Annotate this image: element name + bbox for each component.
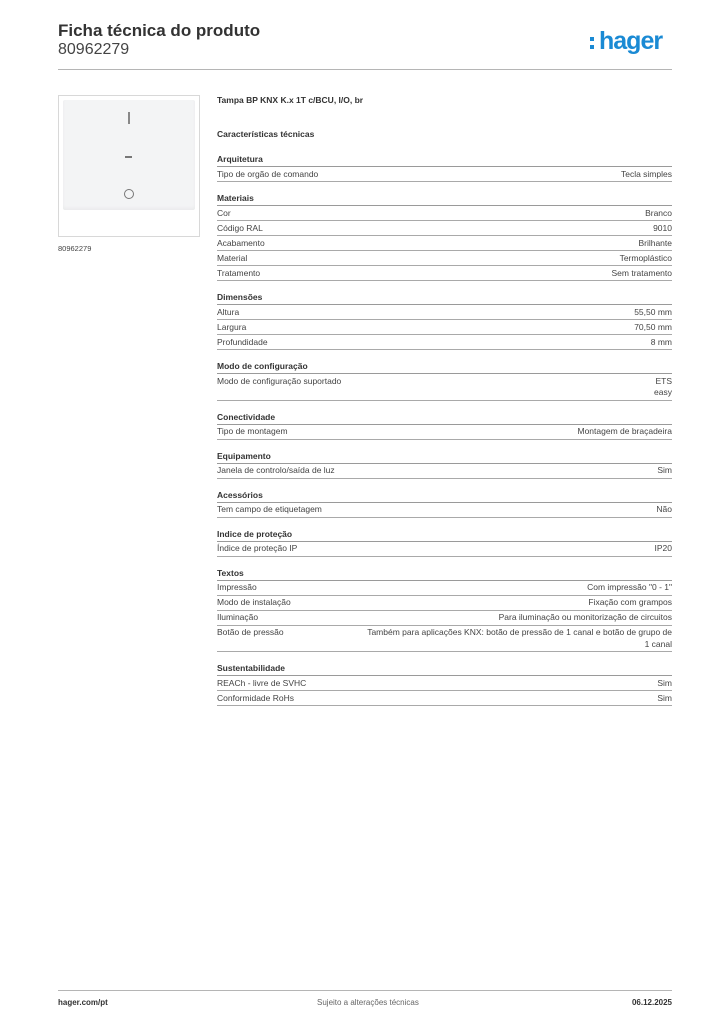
spec-value: Brilhante — [638, 237, 672, 248]
spec-value: 55,50 mm — [634, 306, 672, 317]
spec-section — [217, 360, 672, 401]
spec-row — [217, 251, 672, 266]
spec-section — [217, 528, 672, 557]
spec-row — [217, 581, 672, 596]
spec-label: Cor — [217, 207, 231, 218]
section-title: Acessórios — [217, 489, 672, 503]
spec-row — [217, 611, 672, 626]
spec-value: Também para aplicações KNX: botão de pressão de 1 canal e botão de grupo de 1 canal — [367, 627, 672, 649]
section-title: Dimensões — [217, 291, 672, 305]
spec-section — [217, 153, 672, 182]
spec-value: ETS easy — [654, 375, 672, 397]
logo-dot-icon — [590, 45, 594, 49]
section-title: Textos — [217, 567, 672, 581]
spec-label: Material — [217, 252, 248, 263]
spec-label: Altura — [217, 306, 240, 317]
spec-value: IP20 — [654, 543, 672, 553]
spec-value: 70,50 mm — [634, 321, 672, 332]
spec-label: Tratamento — [217, 267, 261, 278]
spec-value: Sim — [657, 677, 672, 688]
spec-value: Para iluminação ou monitorização de circuitos — [498, 612, 672, 622]
section-title: Conectividade — [217, 411, 672, 425]
spec-row — [217, 691, 672, 706]
spec-value: Sim — [657, 692, 672, 703]
footer-divider — [58, 990, 672, 991]
spec-section — [217, 567, 672, 653]
footer-notice: Sujeito a alterações técnicas — [317, 998, 419, 1007]
image-caption: 80962279 — [58, 244, 92, 253]
spec-row — [217, 626, 672, 653]
hager-logo — [590, 28, 674, 56]
spec-row — [217, 236, 672, 251]
footer-date: 06.12.2025 — [631, 998, 672, 1007]
spec-label: Modo de configuração suportado — [217, 375, 342, 386]
spec-row — [217, 374, 672, 401]
spec-value: Tecla simples — [620, 168, 672, 179]
spec-label: Impressão — [217, 582, 257, 592]
product-image — [58, 95, 200, 237]
spec-label: Código RAL — [217, 222, 263, 233]
section-title: Indice de proteção — [217, 528, 672, 542]
spec-value: Termoplástico — [619, 252, 672, 263]
spec-value: Sem tratamento — [611, 267, 672, 278]
spec-section — [217, 662, 672, 706]
spec-row — [217, 320, 672, 335]
footer-website[interactable]: hager.com/pt — [58, 998, 108, 1007]
spec-label: Modo de instalação — [217, 597, 291, 607]
spec-label: Conformidade RoHs — [217, 692, 295, 703]
spec-label: Tem campo de etiquetagem — [217, 504, 322, 514]
spec-label: Botão de pressão — [217, 627, 284, 637]
spec-row — [217, 676, 672, 691]
logo-dot-icon — [590, 37, 594, 41]
characteristics-title: Características técnicas — [217, 129, 315, 139]
spec-label: Iluminação — [217, 612, 259, 622]
spec-row — [217, 596, 672, 611]
spec-value: Montagem de braçadeira — [577, 426, 672, 436]
spec-sections — [217, 153, 672, 706]
section-title: Modo de configuração — [217, 360, 672, 374]
section-title: Materiais — [217, 192, 672, 206]
spec-row — [217, 266, 672, 281]
spec-label: REACh - livre de SVHC — [217, 677, 307, 688]
spec-row — [217, 221, 672, 236]
spec-row — [217, 305, 672, 320]
led-indicator-icon — [125, 156, 132, 158]
section-title: Sustentabilidade — [217, 662, 672, 676]
spec-label: Largura — [217, 321, 247, 332]
spec-section — [217, 291, 672, 350]
spec-label: Tipo de orgão de comando — [217, 168, 319, 179]
spec-row — [217, 542, 672, 557]
spec-section — [217, 192, 672, 281]
page-title: Ficha técnica do produto — [58, 21, 261, 40]
section-title: Arquitetura — [217, 153, 672, 167]
spec-row — [217, 335, 672, 350]
product-code: 80962279 — [58, 41, 130, 58]
spec-value: Com impressão "0 - 1" — [587, 582, 672, 592]
spec-section — [217, 411, 672, 440]
logo-text: hager — [599, 27, 663, 55]
header-divider — [58, 69, 672, 70]
spec-value: Fixação com grampos — [588, 597, 672, 607]
spec-value: 9010 — [653, 222, 672, 233]
off-symbol-icon — [124, 189, 134, 199]
spec-row — [217, 464, 672, 479]
section-title: Equipamento — [217, 450, 672, 464]
spec-label: Índice de proteção IP — [217, 543, 298, 553]
switch-plate — [63, 100, 195, 210]
spec-row — [217, 167, 672, 182]
product-name: Tampa BP KNX K.x 1T c/BCU, I/O, br — [217, 95, 364, 105]
spec-row — [217, 503, 672, 518]
spec-row — [217, 425, 672, 440]
spec-label: Acabamento — [217, 237, 265, 248]
spec-label: Profundidade — [217, 336, 268, 347]
spec-row — [217, 206, 672, 221]
spec-content — [217, 93, 672, 716]
spec-value: 8 mm — [650, 336, 672, 347]
spec-value: Não — [656, 504, 672, 514]
spec-section — [217, 450, 672, 479]
on-symbol-icon — [128, 112, 130, 124]
spec-value: Branco — [645, 207, 672, 218]
spec-label: Janela de controlo/saída de luz — [217, 465, 335, 475]
spec-label: Tipo de montagem — [217, 426, 288, 436]
spec-value: Sim — [657, 465, 672, 475]
spec-section — [217, 489, 672, 518]
